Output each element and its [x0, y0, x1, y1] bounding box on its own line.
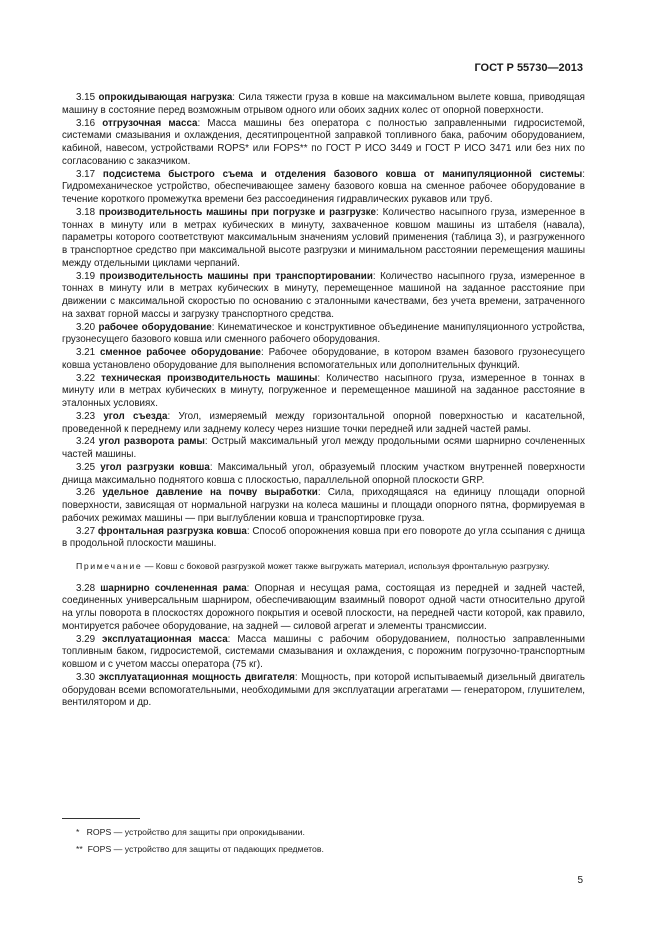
footnotes	[76, 824, 324, 858]
definition-3-27: 3.27 фронтальная разгрузка ковша: Способ опорожнения ковша при его повороте до угла ссыпания с днища в продольной плоскости машины.	[62, 525, 585, 550]
definition-3-15: 3.15 опрокидывающая нагрузка: Сила тяжести груза в ковше на максимальном вылете ковша, приводящая машину в состояние перед возможным отрывом одного или обоих задних колес от опорной поверхности.	[62, 92, 585, 116]
term: производительность машины при погрузке и разгрузке	[98, 206, 376, 218]
footnote-divider	[62, 818, 140, 819]
term: подсистема быстрого съема и отделения базового ковша от манипуляционной системы	[102, 168, 583, 180]
term: фронтальная разгрузка ковша	[97, 525, 247, 537]
definition-3-20: 3.20 рабочее оборудование: Кинематическое и конструктивное объединение манипуляционного устройства, грузонесущего базового ковша или сменного рабочего оборудования.	[62, 321, 585, 346]
term: эксплуатационная масса	[102, 633, 228, 645]
term: опрокидывающая нагрузка	[98, 92, 233, 103]
term: шарнирно сочлененная рама	[100, 582, 247, 594]
note	[62, 561, 585, 573]
term: угол разворота рамы	[98, 436, 205, 448]
definition-3-25: 3.25 угол разгрузки ковша: Максимальный угол, образуемый плоским участком внутренней поверхности днища максимально поднятого ковша с плоскостью, параллельной опорной плоскости GRP.	[62, 461, 585, 486]
document-body	[62, 92, 585, 710]
definitions-list-2	[62, 583, 585, 711]
definition-3-22: 3.22 техническая производительность машины: Количество насыпного груза, измеренное в тоннах в минуту или в метрах кубических в минуту, погруженное и перемещенное машиной на заданное расстояние в эталонных условиях.	[62, 372, 585, 409]
term: угол съезда	[103, 410, 168, 422]
definition-3-23: 3.23 угол съезда: Угол, измеряемый между горизонтальной опорной поверхностью и касательной, проведенной к переднему или заднему колесу через низшие точки передней или задней частей рамы.	[62, 410, 585, 435]
document-header: ГОСТ Р 55730—2013	[474, 62, 583, 74]
definition-3-19: 3.19 производительность машины при транспортировании: Количество насыпного груза, измеренное в тоннах в минуту или в метрах кубических в минуту, перемещенное машиной на заданное расстояние при движении с максимальной скоростью по основанию с эталонными качествами, без учета времени, затраченного на захват горной массы и загрузку транспортного средства.	[62, 270, 585, 320]
footnote-fops: ** FOPS — устройство для защиты от падающих предметов.	[76, 844, 324, 854]
definition-3-28: 3.28 шарнирно сочлененная рама: Опорная и несущая рама, состоящая из передней и задней частей, соединенных универсальным шарниром, обеспечивающим взаимный поворот одной части относительно другой на углы поворота в плоскостях дорожного покрытия и осевой плоскости, на передней части которой, как правило, монтируется рабочее оборудование, на задней — силовой агрегат и элементы трансмиссии.	[62, 582, 585, 632]
definition-3-26: 3.26 удельное давление на почву выработки: Сила, приходящаяся на единицу площади опорной поверхности, зависящая от нормальной нагрузки на колеса машины и площади опорного пятна, формируемая в рабочих режимах машины — при выглублении ковша и транспортировке груза.	[62, 487, 585, 524]
term: рабочее оборудование	[98, 321, 212, 333]
term: удельное давление на почву выработки	[102, 487, 318, 499]
term: угол разгрузки ковша	[100, 461, 210, 473]
page-number: 5	[577, 875, 583, 886]
term: эксплуатационная мощность двигателя	[98, 671, 295, 683]
term: техническая производительность машины	[101, 372, 318, 384]
term: производительность машины при транспортировании	[99, 270, 373, 282]
definition-3-17: 3.17 подсистема быстрого съема и отделения базового ковша от манипуляционной системы: Гидромеханическое устройство, обеспечивающее замену базового ковша на сменное рабочее оборудование в течение короткого промежутка времени без рассоединения гидравлических рукавов или труб.	[62, 168, 585, 205]
definition-3-30: 3.30 эксплуатационная мощность двигателя: Мощность, при которой испытываемый дизельный двигатель оборудован всеми вспомогательными, необходимыми для эксплуатации агрегатами — генератором, глушителем, вентилятором и др.	[62, 671, 585, 709]
note-text: — Ковш с боковой разгрузкой может также выгружать материал, используя фронтальную разгрузку.	[142, 561, 550, 571]
definitions-list-1	[62, 92, 585, 551]
definition-3-21: 3.21 сменное рабочее оборудование: Рабочее оборудование, в котором взамен базового грузонесущего ковша установлено оборудование для выполнения вспомогательных или дополнительных функций.	[62, 347, 585, 371]
footnote-rops: * ROPS — устройство для защиты при опрокидывании.	[76, 827, 305, 837]
definition-3-16: 3.16 отгрузочная масса: Масса машины без оператора с полностью заправленными гидросистемой, системами смазывания и охлаждения, десятипроцентной заправкой топливного бака, рабочим оборудованием, кабиной, навесом, устройствами ROPS* или FOPS** по ГОСТ Р ИСО 3449 и ГОСТ Р ИСО 3471 или без них по согласованию с заказчиком.	[62, 117, 585, 167]
term: отгрузочная масса	[102, 117, 198, 129]
definition-3-29: 3.29 эксплуатационная масса: Масса машины с рабочим оборудованием, полностью заправленными топливным баком, гидросистемой, системами смазывания и охлаждения, с порожним погрузочно-транспортным ковшом и с учетом массы оператора (75 кг).	[62, 633, 585, 670]
term: сменное рабочее оборудование	[99, 347, 262, 358]
definition-3-18: 3.18 производительность машины при погрузке и разгрузке: Количество насыпного груза, измеренное в тоннах в минуту или в метрах кубических в минуту, захваченное ковшом машины из штабеля (навала), параметры которого соответствуют максимальным значениям условий применения (таблица 3), и разгруженного в транспортное средство при максимальной высоте разгрузки и минимальном расстоянии перемещения машины между отдельными циклами черпаний.	[62, 206, 585, 269]
definition-3-24: 3.24 угол разворота рамы: Острый максимальный угол между продольными осями шарнирно сочлененных частей машины.	[62, 436, 585, 460]
note-label: Примечание	[76, 561, 143, 571]
